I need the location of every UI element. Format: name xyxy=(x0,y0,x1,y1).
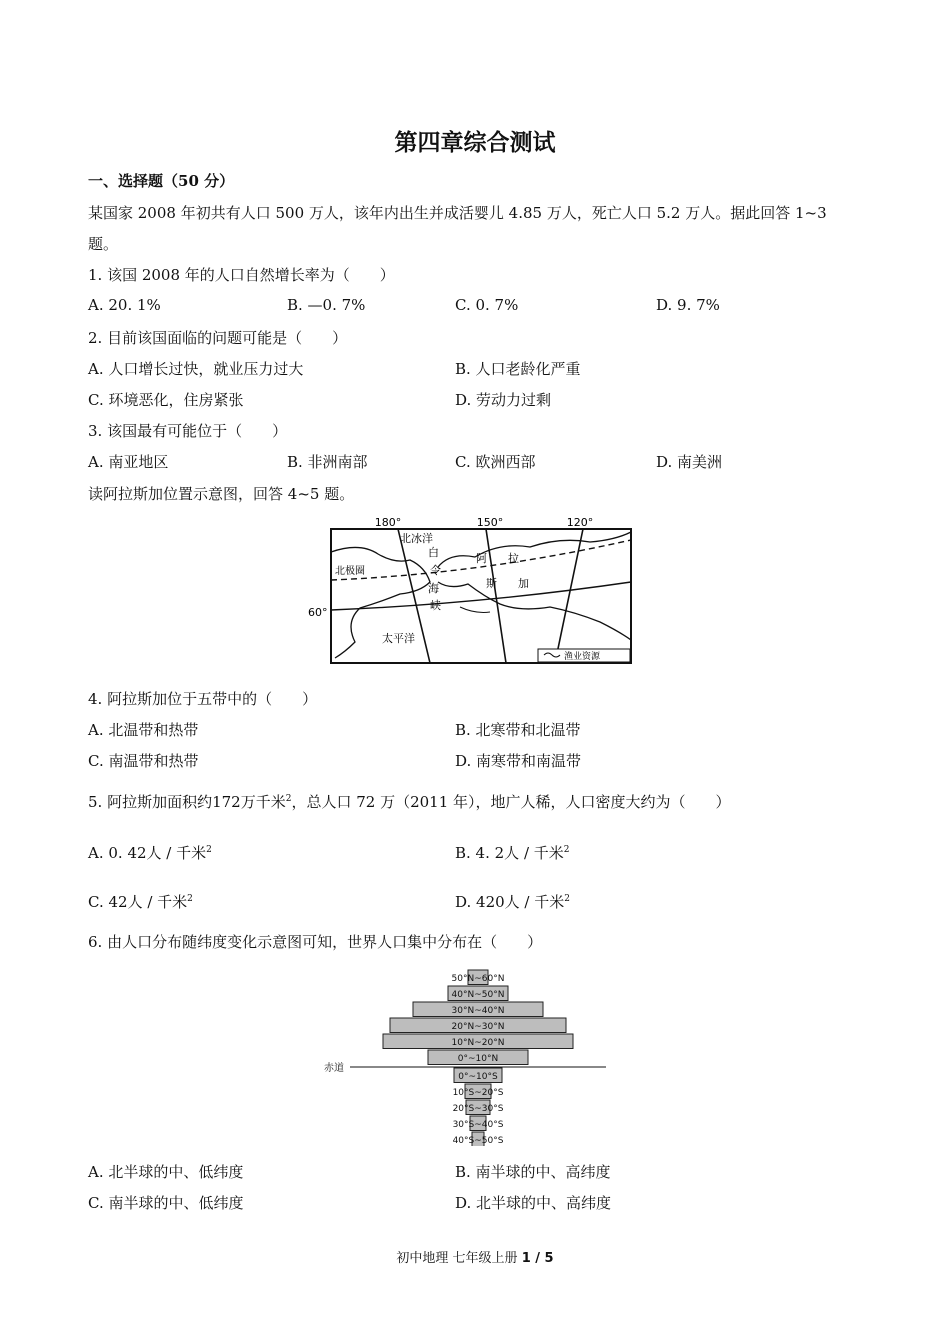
bar-label-north-5: 0°~10°N xyxy=(457,1054,499,1064)
page-footer: 初中地理 七年级上册 1 / 5 xyxy=(396,1251,554,1266)
option-d: D. 南美洲 xyxy=(656,453,723,471)
option-b: B. 南半球的中、高纬度 xyxy=(455,1163,611,1181)
bering-char: 峡 xyxy=(430,599,441,612)
option-a: A. 人口增长过快，就业压力过大 xyxy=(88,360,304,378)
option-c: C. 南半球的中、低纬度 xyxy=(88,1194,244,1212)
bar-label-north-3: 20°N~30°N xyxy=(451,1022,505,1032)
option-b: B. 人口老龄化严重 xyxy=(455,360,581,378)
option-c: C. 42人 / 千米$^2$ xyxy=(88,893,193,911)
question-stem: 1. 该国 2008 年的人口自然增长率为（ ） xyxy=(88,266,395,284)
option-b: B. 非洲南部 xyxy=(287,453,368,471)
lon-120-label: 120° xyxy=(566,516,594,529)
equator-label: 赤道 xyxy=(324,1063,344,1074)
option-b: B. 北寒带和北温带 xyxy=(455,721,581,739)
intro-text: 题。 xyxy=(88,235,119,253)
bering-char: 令 xyxy=(430,564,441,577)
bering-char: 海 xyxy=(428,582,439,595)
arctic-ocean-label: 北冰洋 xyxy=(400,532,433,545)
bar-label-north-1: 40°N~50°N xyxy=(451,990,505,1000)
bar-label-north-4: 10°N~20°N xyxy=(451,1038,505,1048)
bar-label-south-0: 0°~10°S xyxy=(458,1072,498,1082)
option-d: D. 420人 / 千米$^2$ xyxy=(455,893,570,911)
page-title: 第四章综合测试 xyxy=(394,129,556,156)
alaska-char: 阿 xyxy=(476,552,487,565)
section-heading: 一、选择题（50 分） xyxy=(88,172,235,190)
option-a: A. 北半球的中、低纬度 xyxy=(88,1163,244,1181)
option-c: C. 0. 7% xyxy=(455,296,519,314)
bering-char: 白 xyxy=(428,546,439,559)
bar-label-south-2: 20°S~30°S xyxy=(452,1104,504,1114)
alaska-char: 拉 xyxy=(508,552,519,565)
option-c: C. 南温带和热带 xyxy=(88,752,199,770)
arctic-circle-label: 北极圈 xyxy=(335,566,365,577)
option-a: A. 0. 42人 / 千米$^2$ xyxy=(88,844,212,862)
legend-label: 渔业资源 xyxy=(564,652,601,662)
bar-label-north-0: 50°N~60°N xyxy=(451,974,505,984)
bar-label-south-4: 40°S~50°S xyxy=(452,1136,504,1146)
option-c: C. 欧洲西部 xyxy=(455,453,536,471)
option-a: A. 南亚地区 xyxy=(88,453,169,471)
bar-label-north-2: 30°N~40°N xyxy=(451,1006,505,1016)
intro-text: 某国家 2008 年初共有人口 500 万人，该年内出生并成活婴儿 4.85 万人，死亡人口 5.2 万人。据此回答 1~3 xyxy=(88,204,827,222)
option-a: A. 北温带和热带 xyxy=(88,721,199,739)
question-stem: 6. 由人口分布随纬度变化示意图可知，世界人口集中分布在（ ） xyxy=(88,933,543,951)
option-d: D. 南寒带和南温带 xyxy=(455,752,582,770)
alaska-map xyxy=(300,512,640,670)
question-stem: 5. 阿拉斯加面积约172万千米$^2$，总人口 72 万（2011 年），地广人稀，人口密度大约为（ ） xyxy=(88,793,731,811)
pacific-label: 太平洋 xyxy=(382,632,415,645)
option-c: C. 环境恶化，住房紧张 xyxy=(88,391,244,409)
question-stem: 2. 目前该国面临的问题可能是（ ） xyxy=(88,329,348,347)
lon-180-label: 180° xyxy=(374,516,402,529)
option-a: A. 20. 1% xyxy=(88,296,161,314)
lon-150-label: 150° xyxy=(476,516,504,529)
intro-text: 读阿拉斯加位置示意图，回答 4~5 题。 xyxy=(88,485,355,503)
option-b: B. —0. 7% xyxy=(287,296,366,314)
alaska-char: 加 xyxy=(518,577,529,590)
question-stem: 3. 该国最有可能位于（ ） xyxy=(88,422,288,440)
lat-60-label: 60° xyxy=(308,606,328,619)
option-b: B. 4. 2人 / 千米$^2$ xyxy=(455,844,570,862)
bar-label-south-3: 30°S~40°S xyxy=(452,1120,504,1130)
option-d: D. 北半球的中、高纬度 xyxy=(455,1194,612,1212)
bar-label-south-1: 10°S~20°S xyxy=(452,1088,504,1098)
question-stem: 4. 阿拉斯加位于五带中的（ ） xyxy=(88,690,318,708)
option-d: D. 9. 7% xyxy=(656,296,720,314)
alaska-char: 斯 xyxy=(486,577,497,590)
option-d: D. 劳动力过剩 xyxy=(455,391,552,409)
population-latitude-chart xyxy=(310,966,610,1146)
